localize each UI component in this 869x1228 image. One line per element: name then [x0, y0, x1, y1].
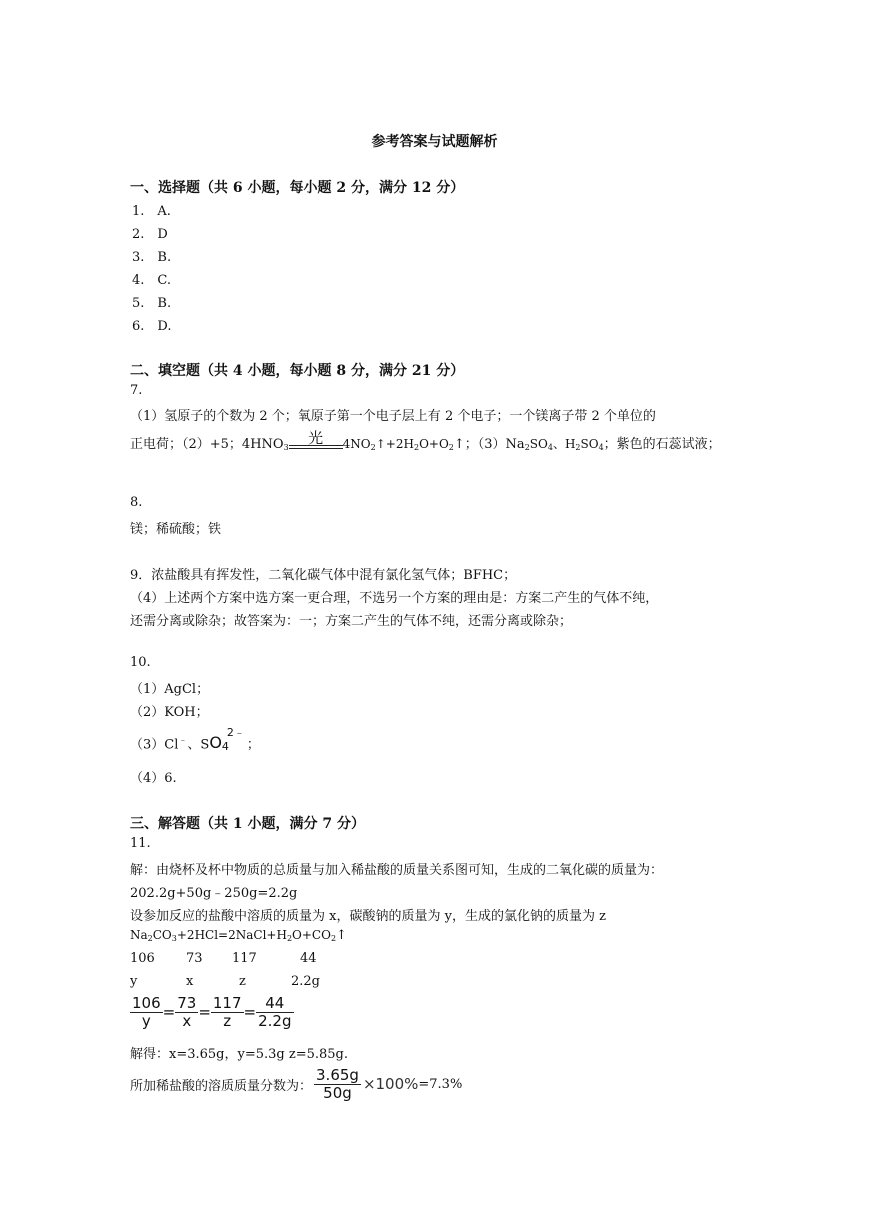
q7-number: 7.: [130, 383, 143, 398]
mass-106: 106: [130, 951, 155, 966]
q11-line3: 设参加反应的盐酸中溶质的质量为 x，碳酸钠的质量为 y，生成的氯化钠的质量为 z: [130, 909, 606, 924]
q10-answer-4: （4）6.: [130, 771, 177, 786]
q8-answer: 镁；稀硫酸；铁: [130, 522, 222, 537]
q9-line2: （4）上述两个方案中选方案一更合理，不选另一个方案的理由是：方案二产生的气体不纯，: [130, 591, 659, 606]
q7-line2: 正电荷；（2）+5；$4HNO_3$ 光 $4NO_2↑+2H_2O+O_2↑$；$(3)Na_2SO_4$、$H_2SO_4$；紫色的石蕊试液；: [130, 433, 721, 455]
answer-2: 2. D: [132, 227, 168, 242]
light-condition-arrow: 光: [289, 435, 343, 455]
q9-line1: 9．浓盐酸具有挥发性，二氧化碳气体中混有氯化氢气体；BFHC；: [130, 568, 517, 583]
q11-line2: 202.2g+50g﹣250g=2.2g: [130, 886, 298, 901]
mass-73: 73: [186, 951, 203, 966]
ratio-2: $\frac{73}{x}$: [177, 994, 197, 1030]
q11-equation: $Na_2CO_3+2HCl=2NaCl+H_2O+CO_2↑$: [130, 928, 347, 943]
answer-1: 1. A.: [132, 204, 171, 219]
answer-5: 5. B.: [132, 296, 172, 311]
q11-line1: 解：由烧杯及杯中物质的总质量与加入稀盐酸的质量关系图可知，生成的二氧化碳的质量为：: [130, 863, 664, 878]
ratio-equation: $\frac{106}{y}$ = $\frac{73}{x}$ = $\frac{117}{z}$ = $\frac{44}{2.2g}$: [132, 994, 292, 1030]
ratio-1: $\frac{106}{y}$: [132, 994, 161, 1030]
section1-heading: 一、选择题（共 6 小题，每小题 2 分，满分 12 分）: [130, 180, 465, 196]
q8-number: 8.: [130, 495, 143, 510]
q10-number: 10.: [130, 655, 151, 670]
var-y: y: [130, 974, 138, 989]
var-x: x: [186, 974, 194, 989]
ratio-4: $\frac{44}{2.2g}$: [258, 994, 292, 1030]
mass-117: 117: [232, 951, 257, 966]
answer-3: 3. B.: [132, 250, 172, 265]
q10-answer-3: （3）Cl﹣、$SO_4^{2﹣}$；: [130, 726, 260, 754]
var-z: z: [239, 974, 246, 989]
var-2.2g: 2.2g: [291, 974, 320, 989]
mass-44: 44: [300, 951, 317, 966]
page-title: 参考答案与试题解析: [371, 134, 498, 150]
ratio-3: $\frac{117}{z}$: [212, 994, 242, 1030]
q9-line3: 还需分离或除杂；故答案为：一；方案二产生的气体不纯，还需分离或除杂；: [130, 614, 573, 629]
answer-6: 6. D.: [132, 319, 172, 334]
section3-heading: 三、解答题（共 1 小题，满分 7 分）: [130, 816, 365, 832]
q11-solve: 解得：x=3.65g，y=5.3g z=5.85g.: [130, 1047, 348, 1062]
q10-answer-1: （1）AgCl；: [130, 682, 210, 697]
final-fraction: $\frac{3.65g}{50g}$: [316, 1065, 359, 1102]
section2-heading: 二、填空题（共 4 小题，每小题 8 分，满分 21 分）: [130, 363, 465, 379]
q10-answer-2: （2）KOH；: [130, 705, 209, 720]
q11-final: 所加稀盐酸的溶质质量分数为： $\frac{3.65g}{50g}$ ×100% =7.3%: [130, 1065, 463, 1102]
sulfate-ion: $O_4^{2﹣}$: [209, 726, 245, 754]
answer-4: 4. C.: [132, 273, 172, 288]
q7-line1: （1）氢原子的个数为 2 个；氧原子第一个电子层上有 2 个电子；一个镁离子带 2 个单位的: [130, 409, 656, 424]
q11-number: 11.: [130, 836, 151, 851]
